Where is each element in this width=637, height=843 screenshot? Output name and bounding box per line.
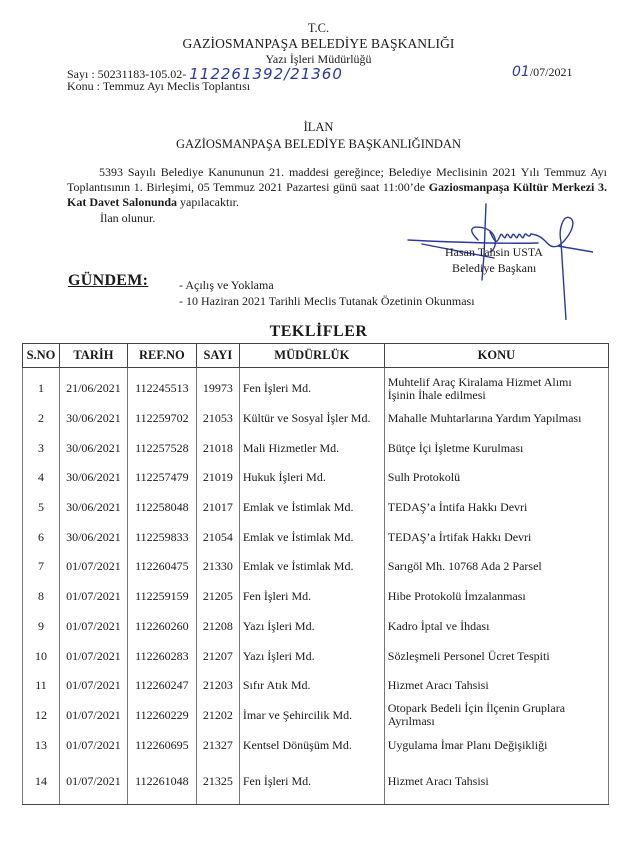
cell-konu	[384, 522, 608, 552]
table-row	[23, 552, 609, 582]
header-organization: GAZİOSMANPAŞA BELEDİYE BAŞKANLIĞI	[182, 36, 455, 51]
konu-line-1: Sulh Protokolü	[387, 470, 461, 485]
cell-sayi: 21017	[196, 493, 239, 523]
table-row	[23, 368, 609, 404]
cell-konu	[384, 552, 608, 582]
cell-sno: 9	[23, 612, 60, 642]
cell-refno: 112261048	[127, 760, 196, 805]
agenda-label: GÜNDEM:	[68, 272, 149, 289]
column-header-mudurluk: MÜDÜRLÜK	[239, 344, 384, 368]
cell-refno: 112260247	[127, 671, 196, 701]
announcement-subtitle: GAZİOSMANPAŞA BELEDİYE BAŞKANLIĞINDAN	[176, 137, 461, 151]
cell-konu	[384, 641, 608, 671]
column-header-tarih: TARİH	[59, 344, 127, 368]
cell-sayi: 21203	[196, 671, 239, 701]
cell-konu	[384, 404, 608, 434]
konu-line-1: Otopark Bedeli İçin İlçenin Gruplara	[387, 701, 566, 716]
cell-mudurluk: Sıfır Atık Md.	[239, 671, 384, 701]
konu-line-1: Mahalle Muhtarlarına Yardım Yapılması	[387, 411, 582, 426]
agenda-item: - 10 Haziran 2021 Tarihli Meclis Tutanak Özetinin Okunması	[179, 294, 475, 308]
cell-sno: 13	[23, 730, 60, 760]
agenda-item: - Açılış ve Yoklama	[179, 278, 274, 292]
cell-sayi: 21207	[196, 641, 239, 671]
table-row	[23, 493, 609, 523]
cell-tarih: 01/07/2021	[59, 671, 127, 701]
cell-mudurluk: Kültür ve Sosyal İşler Md.	[239, 404, 384, 434]
cell-refno: 112245513	[127, 368, 196, 404]
table-row	[23, 433, 609, 463]
cell-konu	[384, 760, 608, 805]
cell-sno: 6	[23, 522, 60, 552]
cell-sno: 12	[23, 701, 60, 731]
table-row	[23, 701, 609, 731]
header-tc: T.C.	[307, 21, 330, 35]
announcement-title: İLAN	[303, 120, 334, 134]
konu-line-1: Hibe Protokolü İmzalanması	[387, 589, 526, 604]
cell-refno: 112260260	[127, 612, 196, 642]
cell-konu	[384, 671, 608, 701]
cell-refno: 112259702	[127, 404, 196, 434]
cell-refno: 112257479	[127, 463, 196, 493]
column-header-konu: KONU	[384, 344, 608, 368]
cell-tarih: 01/07/2021	[59, 552, 127, 582]
cell-tarih: 01/07/2021	[59, 730, 127, 760]
konu-line-1: Sarıgöl Mh. 10768 Ada 2 Parsel	[387, 559, 542, 574]
table-row	[23, 404, 609, 434]
cell-tarih: 30/06/2021	[59, 493, 127, 523]
cell-mudurluk: Fen İşleri Md.	[239, 760, 384, 805]
cell-sayi: 21327	[196, 730, 239, 760]
cell-sno: 14	[23, 760, 60, 805]
konu-line-2: İşinin İhale edilmesi	[387, 387, 486, 402]
cell-sno: 11	[23, 671, 60, 701]
cell-tarih: 30/06/2021	[59, 433, 127, 463]
body-part1: 5393 Sayılı Belediye Kanununun 21. maddesi gereğince; Belediye Meclisinin 2021 Yılı Temmuz Ayı Toplantısının 1. Birleşimi, 05 Temmuz 2021 Pazartesi günü saat 11:00’de	[67, 165, 607, 194]
cell-sayi: 19973	[196, 368, 239, 404]
cell-tarih: 01/07/2021	[59, 641, 127, 671]
cell-refno: 112257528	[127, 433, 196, 463]
cell-sayi: 21205	[196, 582, 239, 612]
cell-sayi: 21325	[196, 760, 239, 805]
cell-tarih: 01/07/2021	[59, 701, 127, 731]
konu-line-1: Hizmet Aracı Tahsisi	[387, 774, 489, 789]
table-row	[23, 522, 609, 552]
cell-sno: 8	[23, 582, 60, 612]
konu-line-1: Bütçe İçi İşletme Kurulması	[387, 440, 524, 455]
konu-line-1: TEDAŞ’a İrtifak Hakkı Devri	[387, 529, 532, 544]
konu-label: Konu	[67, 79, 94, 93]
column-header-sayi: SAYI	[196, 344, 239, 368]
cell-tarih: 30/06/2021	[59, 522, 127, 552]
cell-konu	[384, 701, 608, 731]
cell-mudurluk: Emlak ve İstimlak Md.	[239, 552, 384, 582]
cell-mudurluk: Hukuk İşleri Md.	[239, 463, 384, 493]
column-header-sno: S.NO	[23, 344, 60, 368]
cell-sno: 2	[23, 404, 60, 434]
cell-mudurluk: Yazı İşleri Md.	[239, 612, 384, 642]
proposals-table	[22, 343, 609, 805]
cell-sayi: 21054	[196, 522, 239, 552]
cell-refno: 112259159	[127, 582, 196, 612]
cell-sno: 4	[23, 463, 60, 493]
konu-line-1: TEDAŞ’a İntifa Hakkı Devri	[387, 500, 528, 515]
cell-sayi: 21053	[196, 404, 239, 434]
agenda-list	[179, 277, 475, 309]
cell-mudurluk: Fen İşleri Md.	[239, 368, 384, 404]
cell-tarih: 30/06/2021	[59, 404, 127, 434]
cell-sayi: 21208	[196, 612, 239, 642]
cell-tarih: 01/07/2021	[59, 582, 127, 612]
cell-sno: 1	[23, 368, 60, 404]
cell-refno: 112260283	[127, 641, 196, 671]
cell-sno: 3	[23, 433, 60, 463]
cell-sayi: 21018	[196, 433, 239, 463]
cell-sayi: 21202	[196, 701, 239, 731]
cell-konu	[384, 612, 608, 642]
cell-tarih: 30/06/2021	[59, 463, 127, 493]
konu-line-1: Hizmet Aracı Tahsisi	[387, 678, 489, 693]
subject-line	[67, 79, 250, 94]
cell-tarih: 01/07/2021	[59, 612, 127, 642]
header-department: Yazı İşleri Müdürlüğü	[265, 52, 372, 66]
signatory-name: Hasan Tahsin USTA	[445, 245, 543, 259]
cell-konu	[384, 368, 608, 404]
date-printed: /07/2021	[529, 65, 573, 79]
cell-refno: 112259833	[127, 522, 196, 552]
konu-line-1: Uygulama İmar Planı Değişikliği	[387, 737, 548, 752]
table-row	[23, 641, 609, 671]
table-row	[23, 730, 609, 760]
table-row	[23, 463, 609, 493]
cell-sno: 7	[23, 552, 60, 582]
table-row	[23, 582, 609, 612]
cell-konu	[384, 463, 608, 493]
body-part2: yapılacaktır.	[177, 195, 240, 209]
date-handwritten-day: 01	[512, 64, 530, 80]
cell-sayi: 21019	[196, 463, 239, 493]
konu-line-1: Sözleşmeli Personel Ücret Tespiti	[387, 648, 550, 663]
konu-line-2: Ayrılması	[387, 714, 435, 729]
cell-tarih: 21/06/2021	[59, 368, 127, 404]
proposals-title: TEKLİFLER	[269, 323, 368, 340]
sayi-handwritten: 112261392/21360	[189, 65, 343, 83]
sayi-label: Sayı	[67, 67, 89, 81]
signatory-title: Belediye Başkanı	[452, 261, 537, 275]
cell-mudurluk: Kentsel Dönüşüm Md.	[239, 730, 384, 760]
konu-line-1: Muhtelif Araç Kiralama Hizmet Alımı	[387, 374, 572, 389]
cell-mudurluk: İmar ve Şehircilik Md.	[239, 701, 384, 731]
cell-konu	[384, 730, 608, 760]
cell-sno: 5	[23, 493, 60, 523]
cell-konu	[384, 493, 608, 523]
table-body	[23, 368, 609, 805]
table-row	[23, 671, 609, 701]
cell-mudurluk: Fen İşleri Md.	[239, 582, 384, 612]
table-row	[23, 760, 609, 805]
cell-mudurluk: Emlak ve İstimlak Md.	[239, 522, 384, 552]
document-date	[512, 64, 573, 80]
cell-refno: 112260475	[127, 552, 196, 582]
cell-mudurluk: Yazı İşleri Md.	[239, 641, 384, 671]
konu-line-1: Kadro İptal ve İhdası	[387, 618, 490, 633]
cell-sno: 10	[23, 641, 60, 671]
cell-refno: 112260229	[127, 701, 196, 731]
konu-value: : Temmuz Ayı Meclis Toplantısı	[96, 79, 251, 93]
cell-tarih: 01/07/2021	[59, 760, 127, 805]
cell-mudurluk: Emlak ve İstimlak Md.	[239, 493, 384, 523]
table-header-row	[23, 344, 609, 368]
cell-konu	[384, 582, 608, 612]
cell-konu	[384, 433, 608, 463]
announcement-closing: İlan olunur.	[100, 211, 156, 225]
sayi-printed: : 50231183-105.02-	[91, 67, 187, 81]
cell-mudurluk: Mali Hizmetler Md.	[239, 433, 384, 463]
body-venue: Gaziosmanpaşa Kültür Merkezi 3. Kat Davet Salonunda	[67, 180, 607, 209]
cell-sayi: 21330	[196, 552, 239, 582]
cell-refno: 112260695	[127, 730, 196, 760]
cell-refno: 112258048	[127, 493, 196, 523]
column-header-refno: REF.NO	[127, 344, 196, 368]
table-row	[23, 612, 609, 642]
